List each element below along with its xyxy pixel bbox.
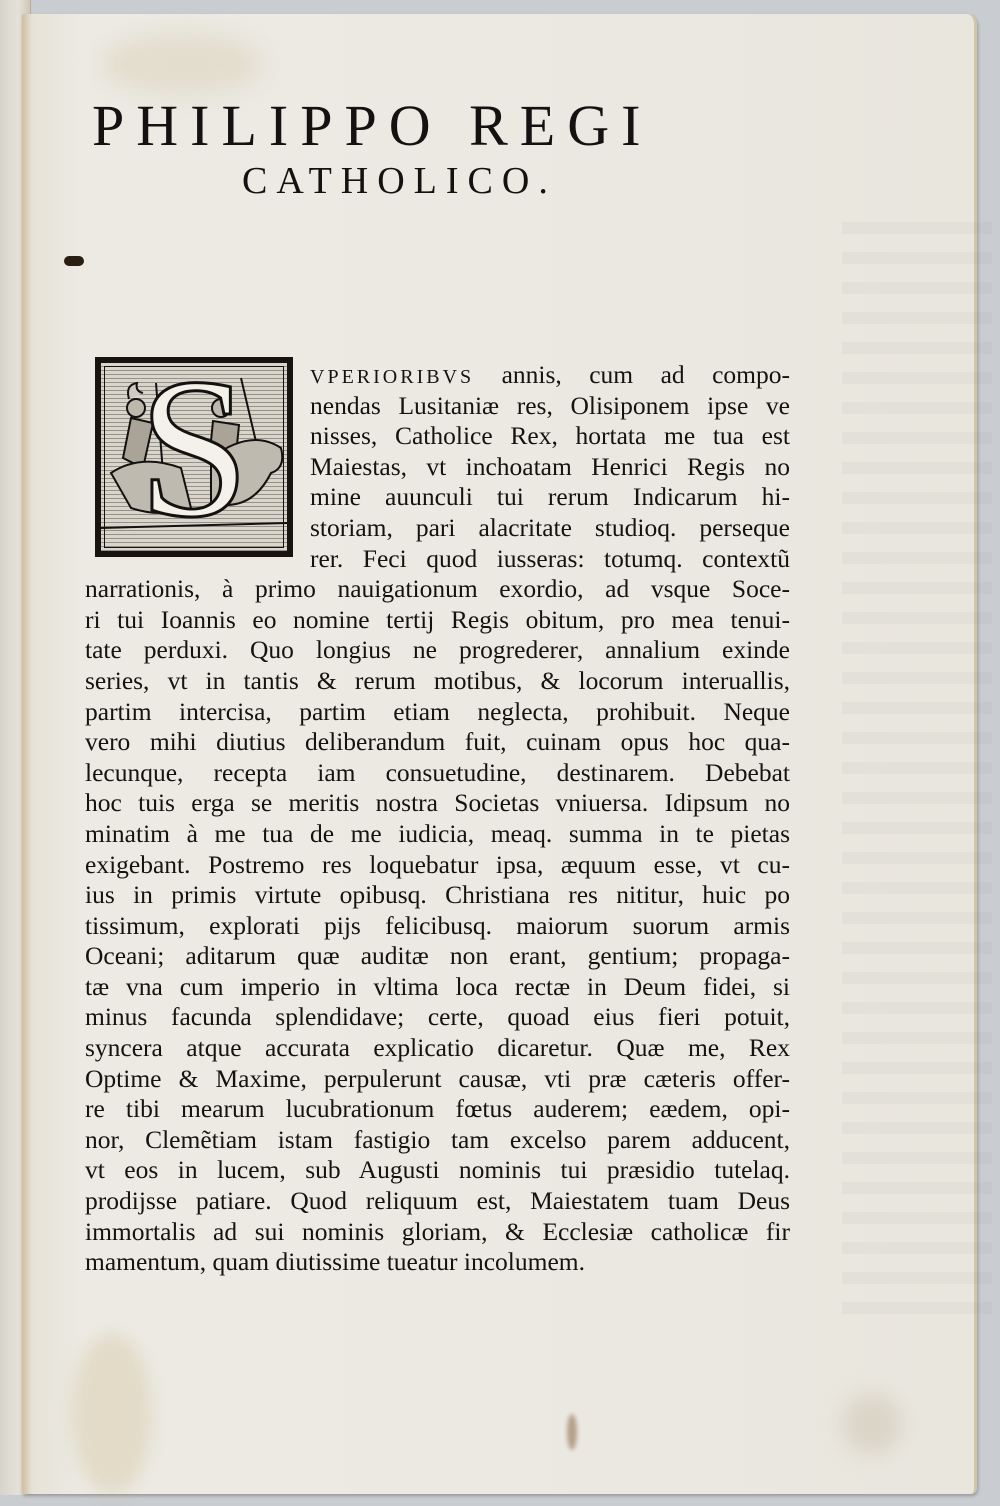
text-line: nor, Clemẽtiam istam fastigio tam excelso parem adducent, <box>85 1124 790 1154</box>
text-line: tissimum, explorati pijs felicibusq. maiorum suorum armis <box>85 910 790 940</box>
text-line: mamentum, quam diutissime tueatur incolumem. <box>85 1247 585 1277</box>
initial-letter: S <box>138 357 250 557</box>
text-line: vero mihi diutius deliberandum fuit, cuinam opus hoc qua- <box>85 727 790 757</box>
text-line <box>85 360 790 391</box>
text-line: ri tui Ioannis eo nomine tertij Regis obitum, pro mea tenui- <box>85 604 790 634</box>
text-line-content: annis, cum ad compo- <box>501 360 790 389</box>
text-line: vt eos in lucem, sub Augusti nominis tui præsidio tutelaq. <box>85 1155 790 1185</box>
text-line: lecunque, recepta iam consuetudine, destinarem. Debebat <box>85 757 790 787</box>
text-line: nisses, Catholice Rex, hortata me tua est <box>310 421 790 451</box>
text-line: hoc tuis erga se meritis nostra Societas vniuersa. Idipsum no <box>85 788 790 818</box>
text-line: tate perduxi. Quo longius ne progrederer, annalium exinde <box>85 635 790 665</box>
text-line: exigebant. Postremo res loquebatur ipsa, æquum esse, vt cu- <box>85 849 790 879</box>
text-line: Maiestas, vt inchoatam Henrici Regis no <box>310 451 790 481</box>
text-line: nendas Lusitaniæ res, Olisiponem ipse ve <box>310 390 790 420</box>
text-line: Optime & Maxime, perpulerunt causæ, vti præ cæteris offer- <box>85 1063 790 1093</box>
text-line: storiam, pari alacritate studioq. perseque <box>310 512 790 542</box>
foxing-spot <box>567 1414 577 1450</box>
top-stain <box>102 34 262 94</box>
text-line: minatim à me tua de me iudicia, meaq. summa in te pietas <box>85 818 790 848</box>
text-line: re tibi mearum lucubrationum fœtus auderem; eædem, opi- <box>85 1094 790 1124</box>
text-line: ius in primis virtute opibusq. Christiana res nititur, huic po <box>85 880 790 910</box>
text-line: rer. Feci quod iusseras: totumq. contextũ <box>310 543 790 573</box>
page-title: PHILIPPO REGI <box>92 93 653 158</box>
page-subtitle: CATHOLICO. <box>242 160 557 202</box>
text-line: prodijsse patiare. Quod reliquum est, Maiestatem tuam Deus <box>85 1186 790 1216</box>
opening-word: VPERIORIBVS <box>310 366 475 388</box>
text-line: mine auunculi tui rerum Indicarum hi- <box>310 482 790 512</box>
show-through-text <box>842 214 992 1314</box>
foxing-stain <box>842 1394 902 1454</box>
text-line: partim intercisa, partim etiam neglecta, prohibuit. Neque <box>85 696 790 726</box>
text-line: minus facunda splendidave; certe, quoad eius fieri potuit, <box>85 1002 790 1032</box>
text-line: series, vt in tantis & rerum motibus, & locorum interuallis, <box>85 665 790 695</box>
dedication-text <box>85 360 790 1278</box>
text-line: syncera atque accurata explicatio dicaretur. Quæ me, Rex <box>85 1033 790 1063</box>
text-line: narrationis, à primo nauigationum exordio, ad vsque Soce- <box>85 574 790 604</box>
water-stain <box>72 1334 152 1494</box>
worm-hole <box>64 256 84 266</box>
text-line: tæ vna cum imperio in vltima loca rectæ in Deum fidei, si <box>85 971 790 1001</box>
text-line: Oceani; aditarum quæ auditæ non erant, gentium; propaga- <box>85 941 790 971</box>
text-line: immortalis ad sui nominis gloriam, & Ecclesiæ catholicæ fir <box>85 1216 790 1246</box>
